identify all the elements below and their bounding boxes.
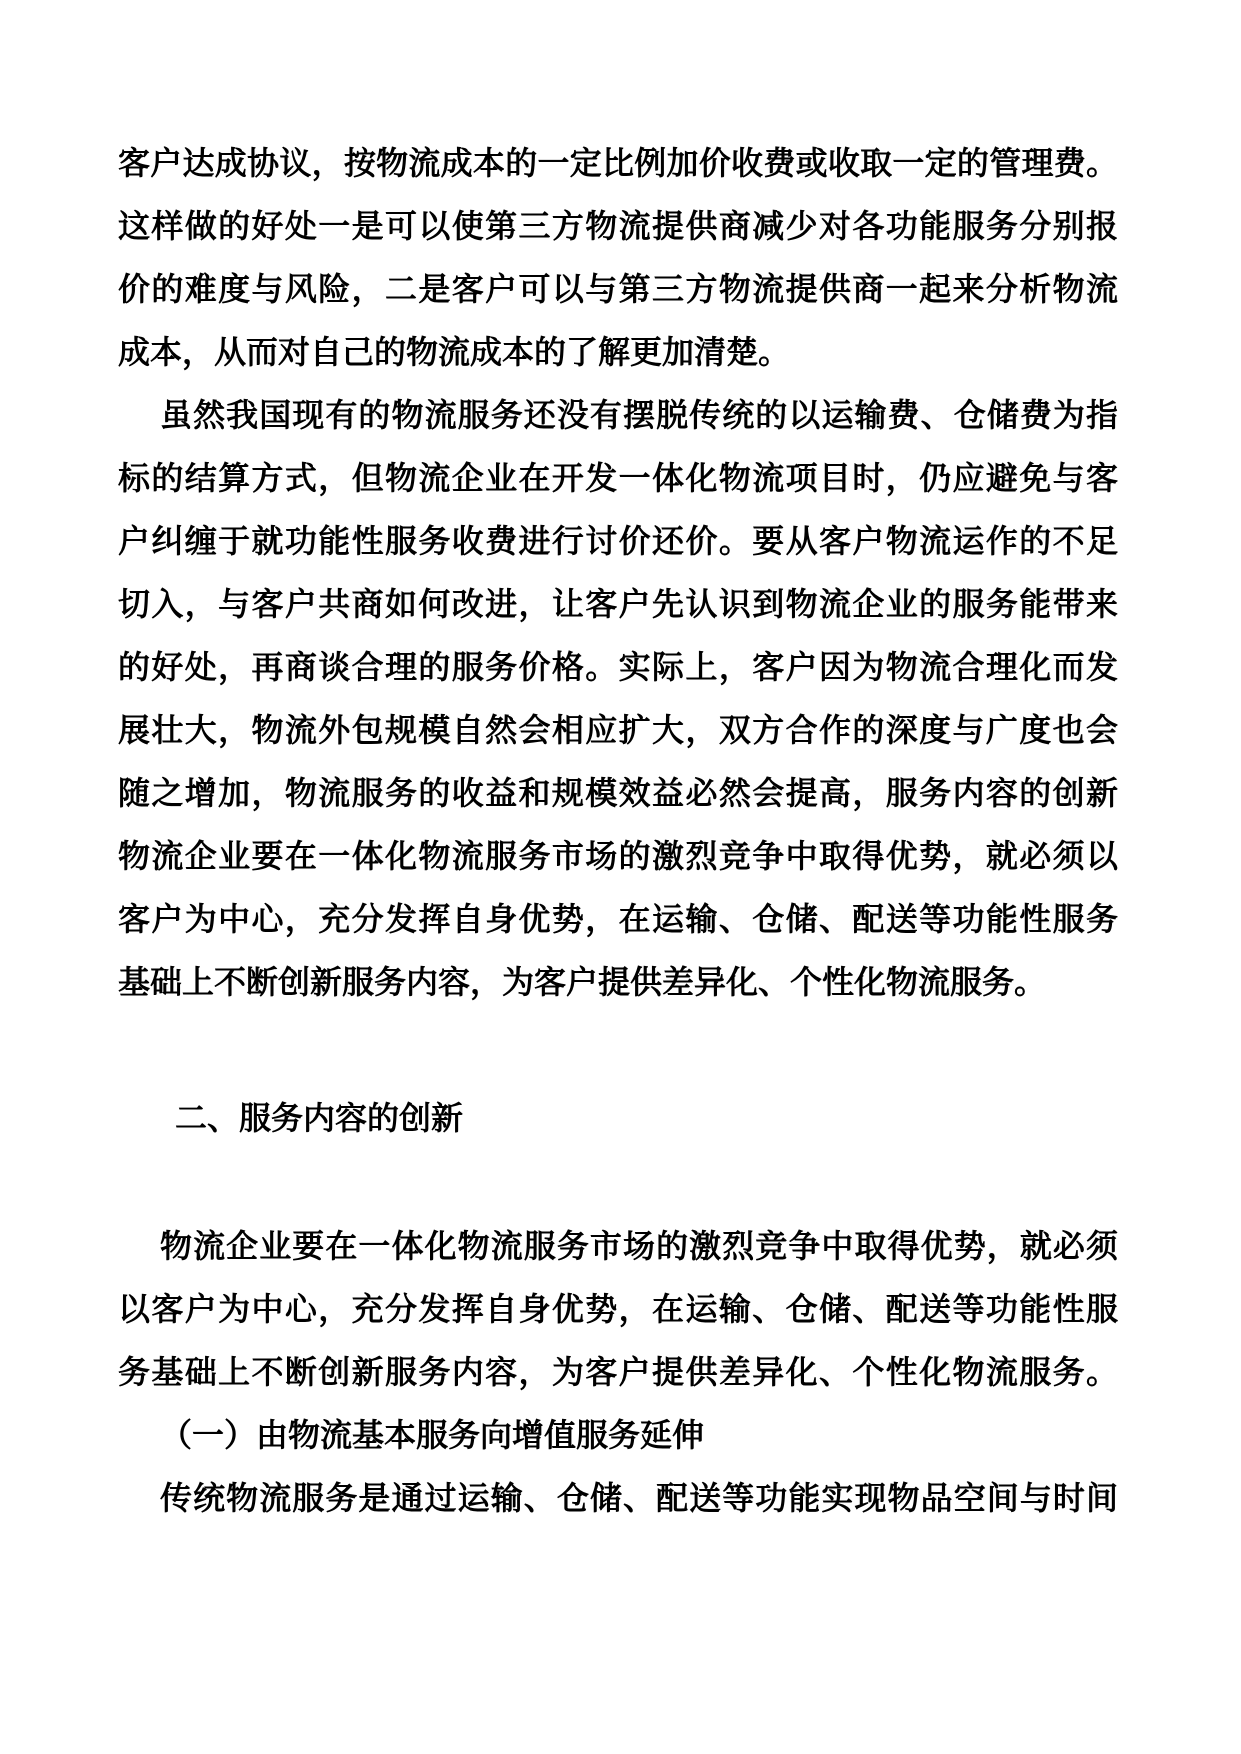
paragraph-first-line: 虽然我国现有的物流服务还没有摆脱传统的以运输费、仓储费为指	[160, 396, 1118, 434]
paragraph-first-line: 物流企业要在一体化物流服务市场的激烈竞争中取得优势，就必须	[160, 1227, 1118, 1265]
text-line: 客户达成协议，按物流成本的一定比例加价收费或收取一定的管理费。	[118, 144, 1118, 182]
text-line: 客户为中心，充分发挥自身优势，在运输、仓储、配送等功能性服务	[118, 900, 1118, 938]
text-line: 务基础上不断创新服务内容，为客户提供差异化、个性化物流服务。	[118, 1353, 1118, 1391]
text-line: 切入，与客户共商如何改进，让客户先认识到物流企业的服务能带来	[118, 585, 1118, 623]
text-line: 基础上不断创新服务内容，为客户提供差异化、个性化物流服务。	[118, 963, 1047, 1001]
text-line: 户纠缠于就功能性服务收费进行讨价还价。要从客户物流运作的不足	[118, 522, 1118, 560]
subsection-heading: （一）由物流基本服务向增值服务延伸	[160, 1416, 705, 1454]
text-line: 价的难度与风险，二是客户可以与第三方物流提供商一起来分析物流	[118, 270, 1118, 308]
paragraph-first-line: 传统物流服务是通过运输、仓储、配送等功能实现物品空间与时间	[160, 1479, 1118, 1517]
text-line: 这样做的好处一是可以使第三方物流提供商减少对各功能服务分别报	[118, 207, 1118, 245]
text-line: 标的结算方式，但物流企业在开发一体化物流项目时，仍应避免与客	[118, 459, 1118, 497]
section-heading: 二、服务内容的创新	[175, 1099, 464, 1137]
text-line: 的好处，再商谈合理的服务价格。实际上，客户因为物流合理化而发	[118, 648, 1118, 686]
text-line: 展壮大，物流外包规模自然会相应扩大，双方合作的深度与广度也会	[118, 711, 1118, 749]
text-line: 随之增加，物流服务的收益和规模效益必然会提高，服务内容的创新	[118, 774, 1118, 812]
text-line: 物流企业要在一体化物流服务市场的激烈竞争中取得优势，就必须以	[118, 837, 1118, 875]
text-line: 以客户为中心，充分发挥自身优势，在运输、仓储、配送等功能性服	[118, 1290, 1118, 1328]
text-line: 成本，从而对自己的物流成本的了解更加清楚。	[118, 333, 791, 371]
